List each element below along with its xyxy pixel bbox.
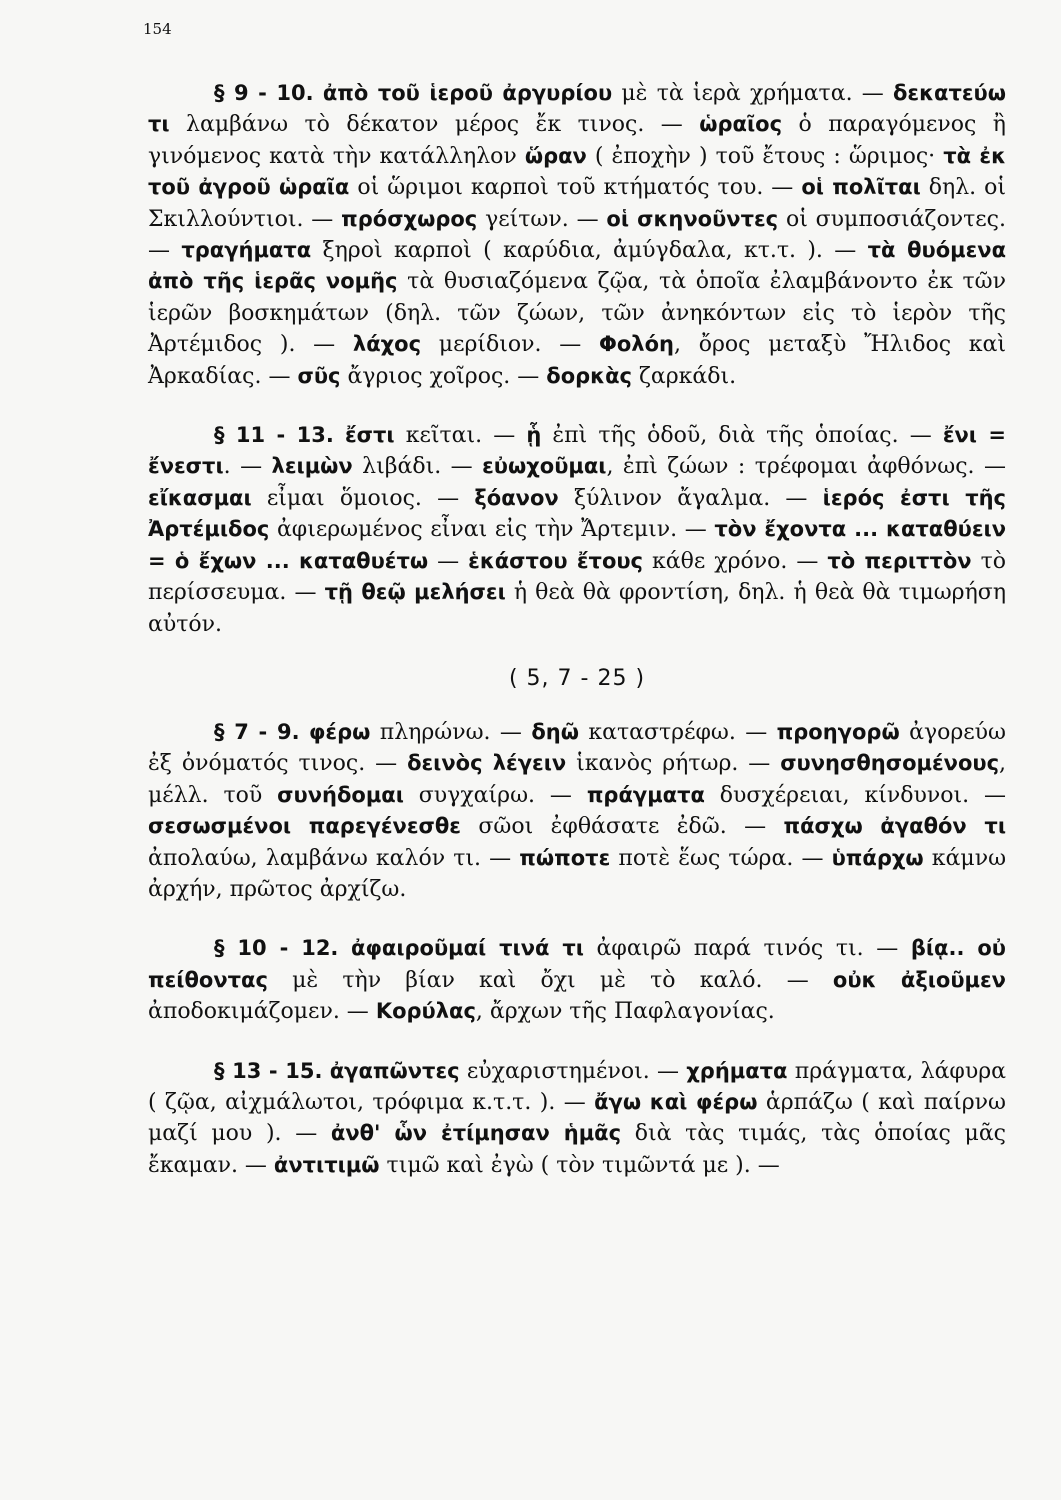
glossary-definition: ἀπολαύω, λαμβάνω καλόν τι. — [148, 845, 520, 871]
glossary-definition: ὁ παραγόμενος ἢ γινόμενος κατὰ τὴν κατάλληλον [148, 112, 1006, 169]
glossary-term: τὰ ἐκ τοῦ ἀγροῦ ὡραῖα [148, 143, 1007, 200]
glossary-definition: μὲ τὰ ἱερὰ χρήματα. — [612, 81, 893, 106]
glossary-paragraph [148, 420, 1006, 640]
section-reference: § 10 - 12. [214, 936, 339, 961]
glossary-term: εὐωχοῦμαι [482, 454, 607, 479]
glossary-definition: , μέλλ. τοῦ [148, 751, 1007, 808]
glossary-definition: συγχαίρω. — [403, 782, 587, 808]
glossary-term: προηγορῶ [776, 719, 900, 744]
glossary-definition: οἱ ὥριμοι καρποὶ τοῦ κτήματός του. — [349, 175, 802, 201]
section-reference: § 13 - 15. [214, 1058, 323, 1083]
glossary-definition: ἐπὶ τῆς ὁδοῦ, διὰ τῆς ὁποίας. — [541, 423, 943, 449]
glossary-term: φέρω [308, 719, 371, 744]
section-reference: § 9 - 10. [214, 81, 314, 105]
glossary-term: τὰ θυόμενα ἀπὸ τῆς ἱερᾶς νομῆς [148, 238, 1006, 294]
glossary-definition: διὰ τὰς τιμάς, τὰς ὁποίας μᾶς ἔκαμαν. — [148, 1121, 1006, 1178]
glossary-term: ὥραν [524, 143, 587, 168]
glossary-definition: πληρώνω. — [370, 719, 532, 745]
glossary-term: οἱ σκηνοῦντες [606, 206, 779, 231]
glossary-definition: κεῖται. — [394, 423, 527, 449]
glossary-definition: ἄγριος χοῖρος. — [340, 363, 547, 389]
glossary-definition: γείτων. — [477, 206, 607, 232]
glossary-term: συνησθησομένους [780, 751, 1000, 776]
glossary-definition: — [428, 548, 469, 574]
glossary-definition: οἱ συμποσιάζοντες. — [148, 206, 1006, 264]
glossary-term: πράγματα [586, 782, 705, 807]
glossary-term: οἱ πολῖται [801, 175, 921, 200]
glossary-term: συνήδομαι [277, 782, 404, 807]
glossary-term: Φολόη [599, 332, 674, 357]
glossary-term: ὡραῖος [699, 112, 783, 137]
glossary-paragraph [148, 78, 1006, 392]
glossary-term: σῦς [297, 363, 341, 388]
glossary-term: ἀντιτιμῶ [273, 1152, 380, 1177]
glossary-definition: σῶοι ἐφθάσατε ἐδῶ. — [461, 814, 784, 840]
glossary-term: Κορύλας [375, 999, 476, 1024]
chapter-heading: ( 5, 7 - 25 ) [508, 665, 646, 691]
glossary-term: τραγήματα [181, 238, 312, 263]
page-number: 154 [143, 20, 172, 38]
glossary-term: ξόανον [474, 485, 559, 510]
glossary-term: ἀγαπῶντες [329, 1058, 460, 1083]
glossary-definition: ἁρπάζω ( καὶ παίρνω μαζί μου ). — [148, 1089, 1006, 1147]
glossary-term: ἀπὸ τοῦ ἱεροῦ ἀργυρίου [322, 81, 613, 105]
glossary-term: δορκὰς [546, 363, 632, 388]
glossary-definition: δηλ. οἱ Σκιλλούντιοι. — [148, 175, 1006, 232]
glossary-definition: ξύλινον ἄγαλμα. — [558, 485, 823, 511]
glossary-definition: , ὄρος μεταξὺ Ἤλιδος καὶ Ἀρκαδίας. — [148, 332, 1007, 389]
glossary-term: εἴκασμαι [148, 485, 252, 510]
glossary-definition: πράγματα, λάφυρα ( ζῷα, αἰχμάλωτοι, τρόφιμα κ.τ.τ. ). — [148, 1058, 1006, 1115]
glossary-term: ὑπάρχω [831, 845, 924, 870]
glossary-definition: , ἐπὶ ζώων : τρέφομαι ἀφθόνως. — [606, 454, 1006, 480]
glossary-term: τῇ θεῷ μελήσει [324, 580, 506, 605]
glossary-definition: ἀφιερωμένος εἶναι εἰς τὴν Ἄρτεμιν. — [269, 517, 715, 543]
glossary-term: πρόσχωρος [341, 206, 478, 231]
glossary-term: ἀφαιροῦμαί τινά τι [351, 936, 584, 961]
glossary-definition: μὲ τὴν βίαν καὶ ὄχι μὲ τὸ καλό. — [267, 967, 833, 993]
glossary-definition: λαμβάνω τὸ δέκατον μέρος ἔκ τινος. — [169, 112, 700, 138]
glossary-term: δεινὸς λέγειν [407, 751, 567, 776]
glossary-term: λειμὼν [271, 454, 353, 479]
glossary-definition: δυσχέρειαι, κίνδυνοι. — [704, 782, 1007, 808]
glossary-term: ἀνθ' ὧν ἐτίμησαν ἡμᾶς [330, 1121, 622, 1146]
glossary-definition: ἱκανὸς ρήτωρ. — [566, 751, 781, 777]
glossary-paragraph [148, 1056, 1006, 1182]
glossary-group-2 [148, 717, 1006, 1181]
glossary-definition: λιβάδι. — [352, 454, 483, 480]
glossary-definition: ποτὲ ἕως τώρα. — [610, 845, 832, 871]
glossary-definition: , ἄρχων τῆς Παφλαγονίας. [475, 999, 775, 1025]
glossary-definition: καταστρέφω. — [578, 719, 777, 745]
glossary-definition: ἀφαιρῶ παρά τινός τι. — [583, 936, 911, 962]
glossary-term: δηῶ [531, 719, 579, 744]
glossary-definition: μερίδιον. — [421, 332, 600, 358]
glossary-definition: εὐχαριστημένοι. — [459, 1058, 687, 1084]
glossary-term: λάχος [352, 332, 422, 357]
glossary-group-1 [148, 78, 1006, 640]
glossary-term: ἱερός ἐστι τῆς Ἀρτέμιδος [148, 485, 1006, 542]
glossary-term: οὐκ ἀξιοῦμεν [832, 967, 1006, 992]
glossary-definition: κάθε χρόνο. — [643, 548, 828, 574]
glossary-definition: ἀγορεύω ἐξ ὀνόματός τινος. — [148, 719, 1006, 777]
glossary-definition: τὸ περίσσευμα. — [148, 548, 1006, 606]
glossary-definition: τιμῶ καὶ ἐγὼ ( τὸν τιμῶντά με ). — [379, 1152, 780, 1178]
glossary-definition: ζαρκάδι. [631, 363, 737, 389]
glossary-term: χρήματα [686, 1058, 788, 1083]
glossary-term: βίᾳ.. οὐ πείθοντας [148, 936, 1006, 992]
glossary-term: πάσχω ἀγαθόν τι [783, 814, 1007, 839]
page-body [148, 78, 1006, 1181]
glossary-term: ἑκάστου ἔτους [468, 548, 644, 573]
glossary-definition: κάμνω ἀρχήν, πρῶτος ἀρχίζω. [148, 845, 1007, 902]
glossary-term: πώποτε [519, 845, 611, 870]
section-reference: § 11 - 13. [214, 423, 334, 448]
glossary-definition: ἀποδοκιμάζομεν. — [148, 999, 376, 1025]
glossary-term: ᾗ [526, 423, 542, 448]
glossary-definition: ἡ θεὰ θὰ φροντίση, δηλ. ἡ θεὰ θὰ τιμωρήση αὐτόν. [148, 580, 1006, 637]
glossary-paragraph [148, 717, 1006, 905]
glossary-definition: εἶμαι ὅμοιος. — [251, 485, 475, 511]
glossary-definition: . — [223, 454, 272, 480]
glossary-term: τὸ περιττὸν [827, 548, 972, 573]
glossary-term: σεσωσμένοι παρεγένεσθε [148, 814, 461, 839]
glossary-definition: ξηροὶ καρποὶ ( καρύδια, ἀμύγδαλα, κτ.τ. ). — [311, 238, 868, 264]
glossary-paragraph [148, 933, 1006, 1027]
glossary-term: τὸν ἔχοντα ... καταθύειν = ὁ ἔχων ... καταθυέτω [148, 517, 1006, 573]
glossary-term: ἔνι = ἔνεστι [148, 423, 1006, 479]
glossary-term: ἄγω καὶ φέρω [594, 1089, 758, 1114]
glossary-term: ἔστι [344, 423, 395, 448]
glossary-term: δεκατεύω τι [148, 81, 1006, 137]
section-reference: § 7 - 9. [214, 719, 300, 744]
glossary-definition: τὰ θυσιαζόμενα ζῷα, τὰ ὁποῖα ἐλαμβάνοντο ἐκ τῶν ἱερῶν βοσκημάτων (δηλ. τῶν ζώων, τῶν ἀνηκόντων εἰς τὸ ἱερὸν τῆς Ἀρτέμιδος ). — [148, 269, 1006, 358]
glossary-definition: ( ἐποχὴν ) τοῦ ἔτους : ὥριμος· [586, 143, 944, 169]
